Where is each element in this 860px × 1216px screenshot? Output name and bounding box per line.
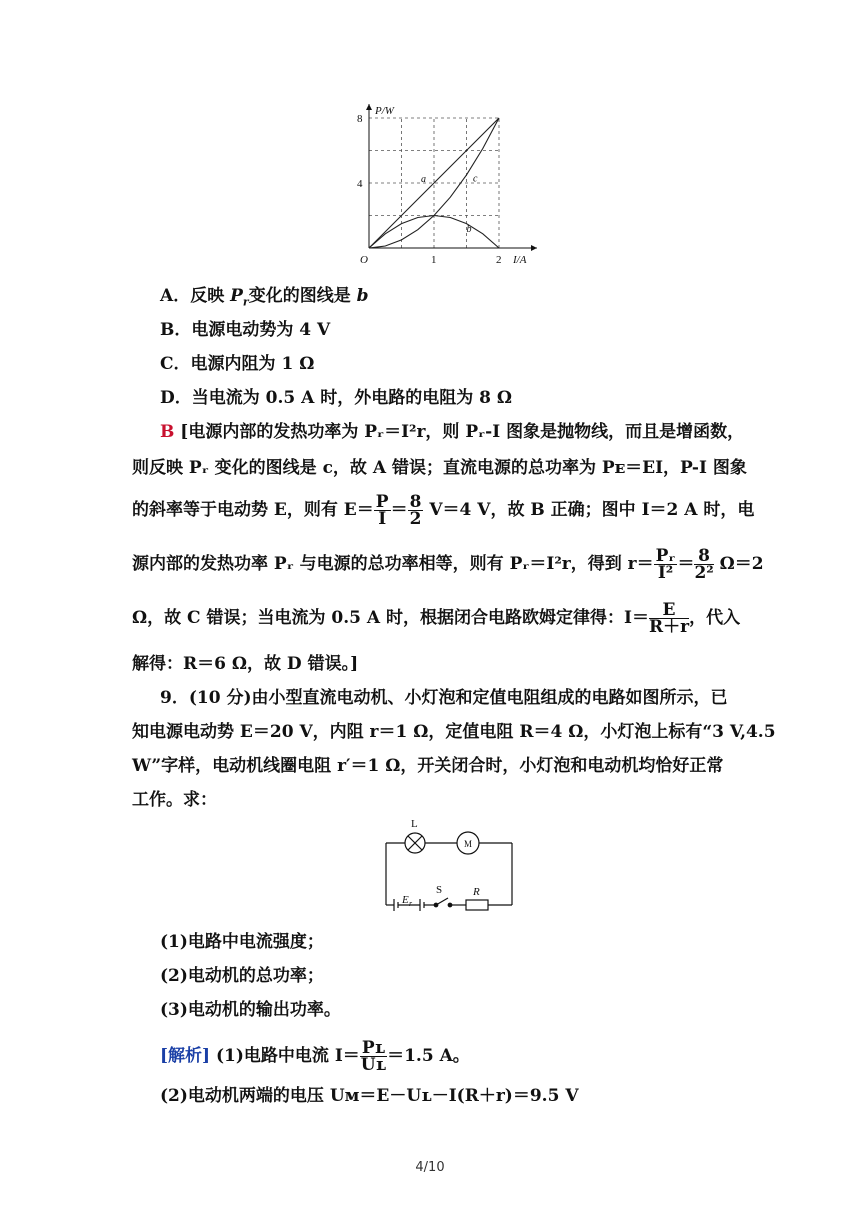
p-i-chart <box>355 100 560 270</box>
option-d: D．当电流为 0.5 A 时，外电路的电阻为 8 Ω <box>160 388 513 408</box>
circuit-diagram <box>380 815 520 915</box>
answer-line-6: 解得：R＝6 Ω，故 D 错误。] <box>132 654 359 674</box>
y-tick-label-8: 8 <box>357 113 363 125</box>
answer-line-3: 的斜率等于电动势 E，则有 E＝ $\frac{P}{I}$ ＝ $\frac{8}{2}$ V＝4 V，故 B 正确；图中 I＝2 A 时，电 <box>132 492 755 529</box>
solution-tag: [解析] <box>160 1046 211 1066</box>
series-label-b: b <box>466 223 472 235</box>
y-axis-label: P/W <box>375 105 394 117</box>
y-axis-arrow <box>366 104 372 110</box>
answer-letter: B <box>160 422 175 442</box>
source-e-label: E <box>402 894 409 906</box>
subq-1: (1)电路中电流强度； <box>160 932 324 952</box>
option-b: B．电源电动势为 4 V <box>160 320 331 340</box>
solution-line-2: (2)电动机两端的电压 Uᴍ＝E－Uʟ－I(R＋r)＝9.5 V <box>160 1086 579 1106</box>
lamp-label: L <box>411 818 418 830</box>
page-number: 4/10 <box>415 1160 445 1175</box>
x-tick-label-1: 1 <box>431 254 437 266</box>
x-axis-label: I/A <box>513 254 527 266</box>
resistor-icon <box>466 900 488 910</box>
answer-line-1: B [电源内部的发热功率为 Pᵣ＝I²r，则 Pᵣ-I 图象是抛物线，而且是增函数， <box>160 422 745 442</box>
answer-line-4: 源内部的发热功率 Pᵣ 与电源的总功率相等，则有 Pᵣ＝I²r，得到 r＝ $\frac{\text{Pᵣ}}{\text{I²}}$ ＝ $\frac{8}{\text{2²}}$ Ω＝2 <box>132 546 764 583</box>
solution-line-1: [解析] (1)电路中电流 I＝ $\frac{\text{Pʟ}}{\text{Uʟ}}$ ＝1.5 A。 <box>160 1038 470 1075</box>
source-r-label: r <box>409 899 413 908</box>
switch-label: S <box>436 884 443 896</box>
option-c: C．电源内阻为 1 Ω <box>160 354 315 374</box>
series-label-c: c <box>473 173 478 185</box>
x-axis-arrow <box>531 245 537 251</box>
option-a: A．反映 $P_r$变化的图线是 b <box>160 286 369 309</box>
series-line-b <box>369 216 499 249</box>
q9-line-2: 知电源电动势 E＝20 V，内阻 r＝1 Ω，定值电阻 R＝4 Ω，小灯泡上标有“3 V,4.5 <box>132 722 776 742</box>
x-tick-label-2: 2 <box>496 254 502 266</box>
q9-line-3: W”字样，电动机线圈电阻 r′＝1 Ω，开关闭合时，小灯泡和电动机均恰好正常 <box>132 756 724 776</box>
y-tick-label-4: 4 <box>357 178 363 190</box>
q9-line-1: 9．(10 分)由小型直流电动机、小灯泡和定值电阻组成的电路如图所示，已 <box>160 688 728 708</box>
answer-line-5: Ω，故 C 错误；当电流为 0.5 A 时，根据闭合电路欧姆定律得：I＝ $\frac{E}{R+r}$ ，代入 <box>132 600 741 637</box>
subq-3: (3)电动机的输出功率。 <box>160 1000 341 1020</box>
answer-line-2: 则反映 Pᵣ 变化的图线是 c，故 A 错误；直流电源的总功率为 Pᴇ＝EI，P-I 图象 <box>132 458 747 478</box>
subq-2: (2)电动机的总功率； <box>160 966 324 986</box>
resistor-label: R <box>473 886 480 898</box>
motor-label: M <box>464 839 473 849</box>
q9-line-4: 工作。求： <box>132 790 217 810</box>
series-label-a: a <box>421 174 426 186</box>
switch-lever <box>436 898 448 905</box>
origin-label: O <box>360 254 368 266</box>
